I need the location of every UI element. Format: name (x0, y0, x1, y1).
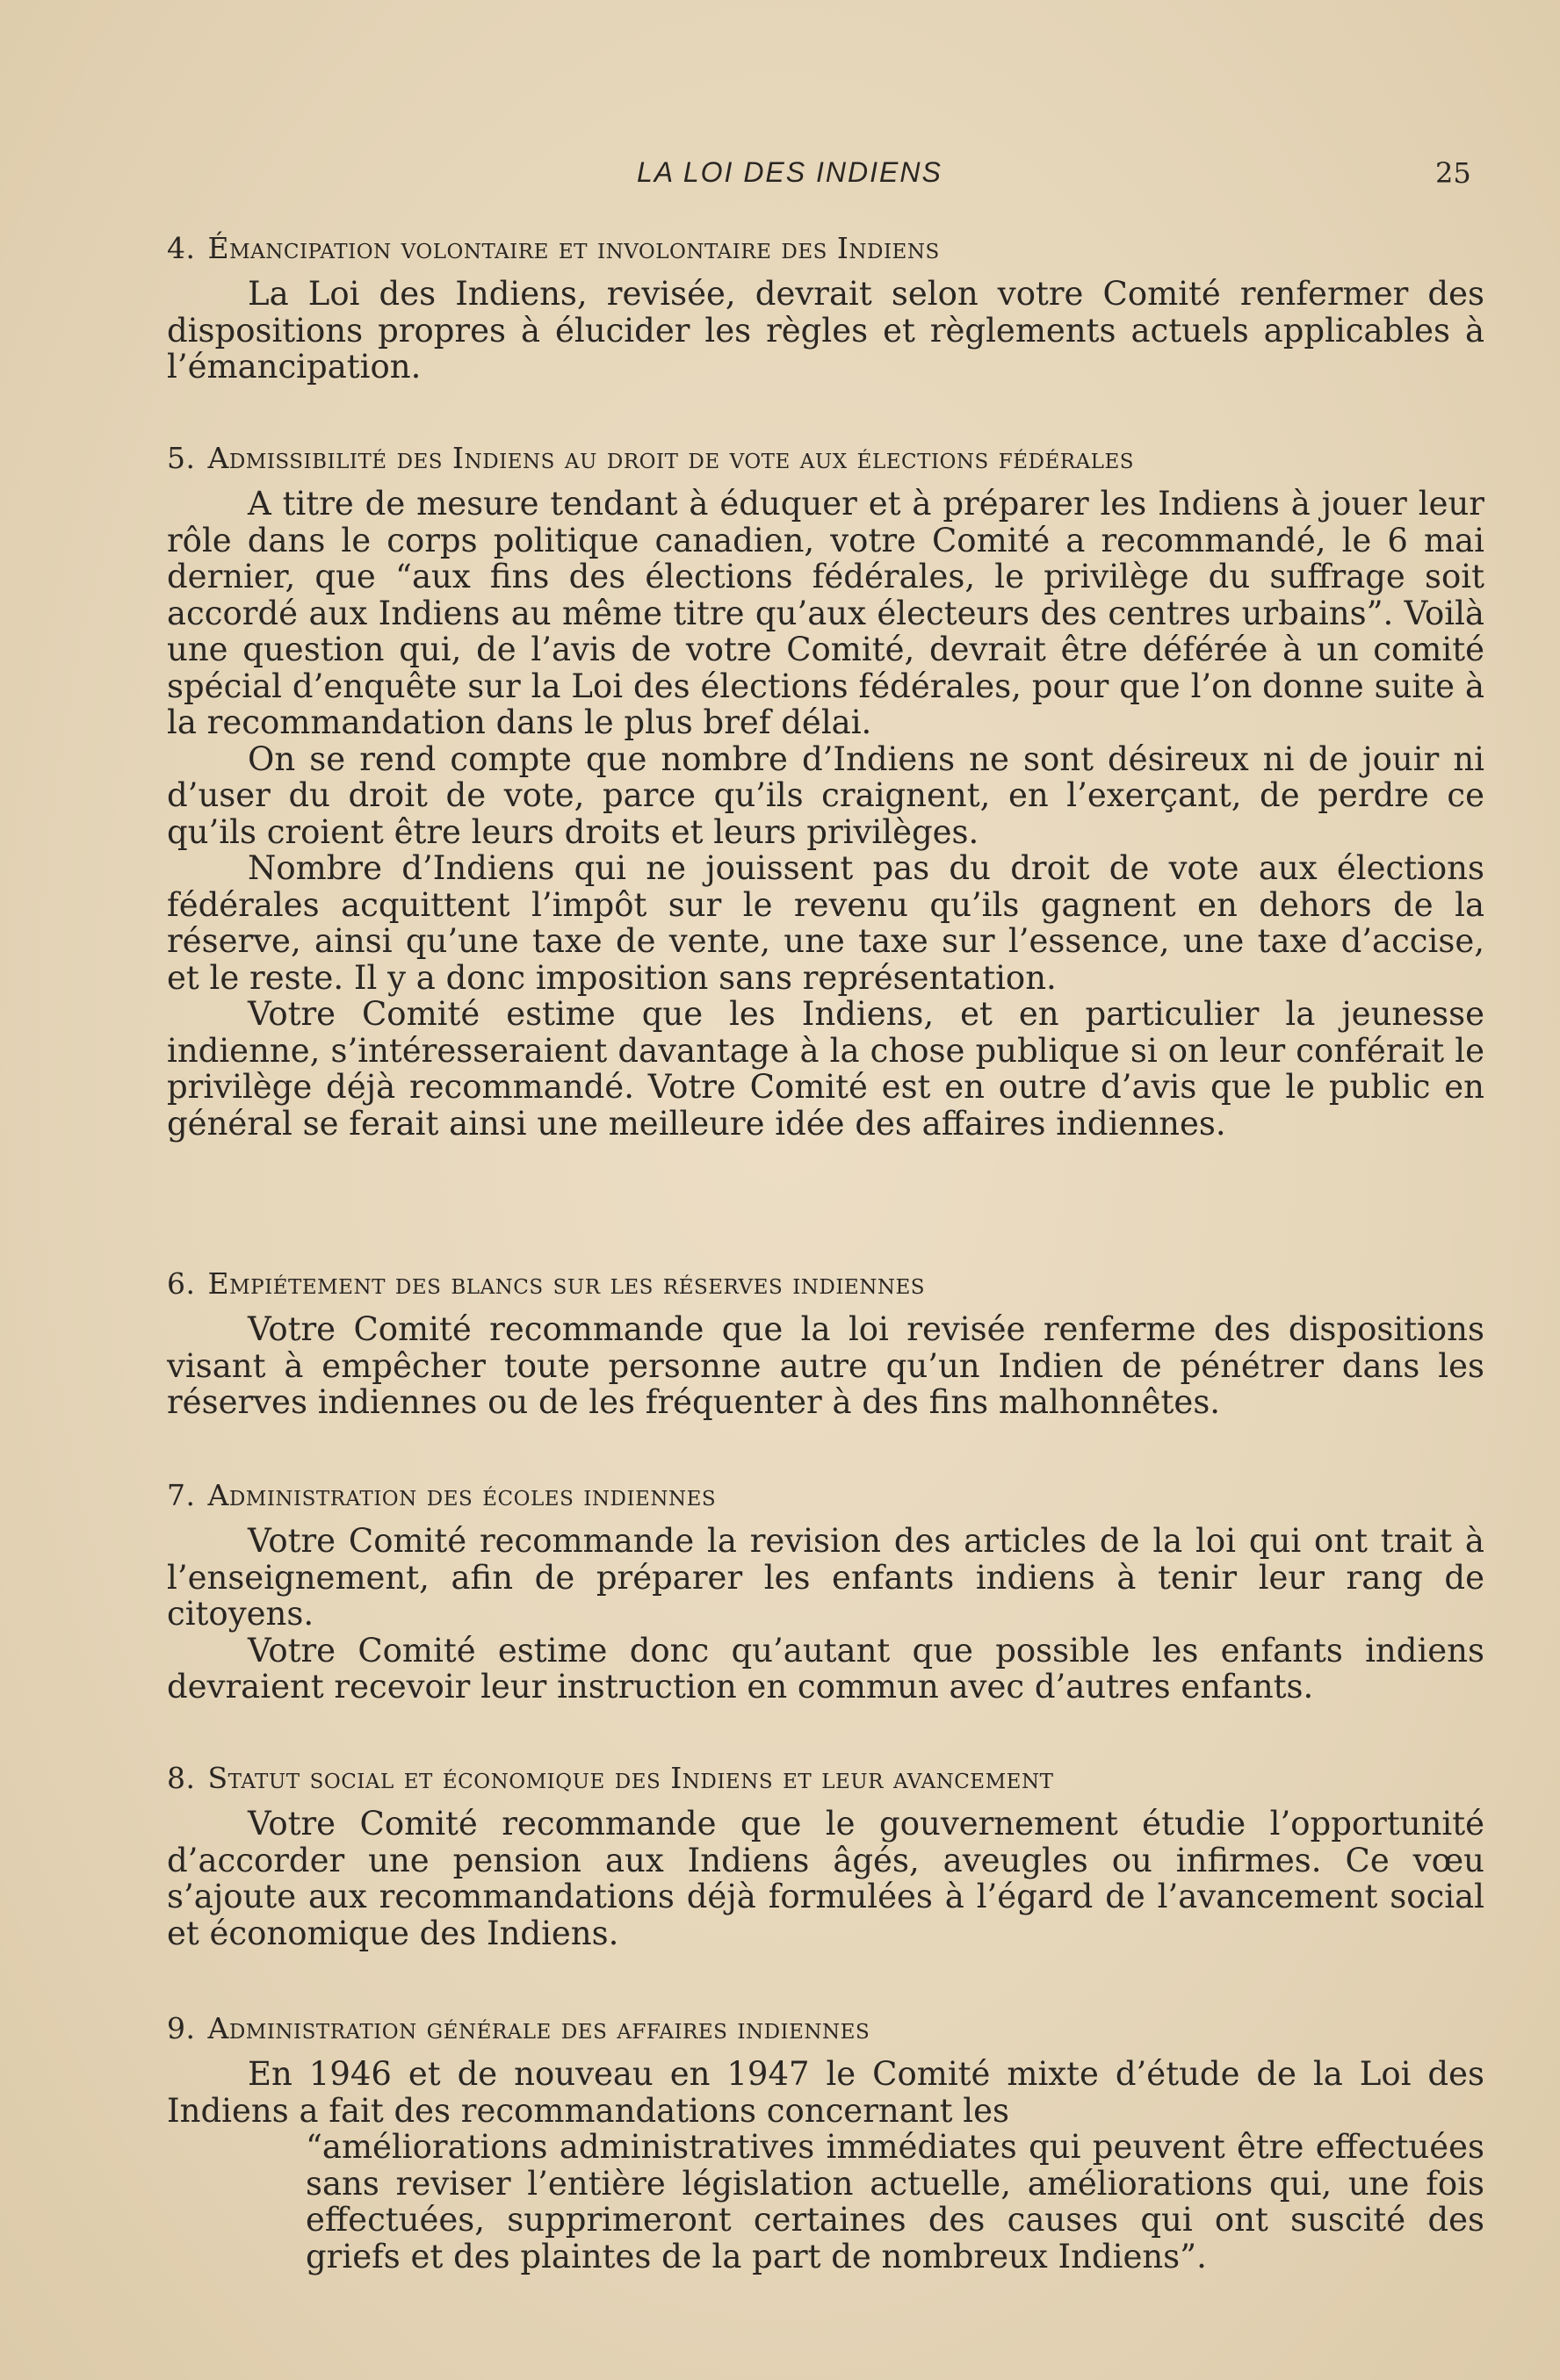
paragraph: En 1946 et de nouveau en 1947 le Comité mixte d’étude de la Loi des Indiens a fait des recommandations concernant les (167, 2055, 1484, 2130)
paragraph: Votre Comité recommande la revision des articles de la loi qui ont trait à l’enseignement, afin de préparer les enfants indiens à tenir leur rang de citoyens. (167, 1522, 1484, 1633)
section-heading (167, 231, 1484, 265)
paragraph: Votre Comité recommande que la loi revisée renferme des dispositions visant à empêcher toute personne autre qu’un Indien de pénétrer dans les réserves indiennes ou de les fréquenter à des fins malhonnêtes. (167, 1310, 1484, 1421)
section-title: Administration des écoles indiennes (207, 1478, 717, 1512)
section-number: 9. (167, 2011, 196, 2045)
section-7 (167, 1478, 1484, 1706)
section-5 (167, 441, 1484, 1142)
section-heading (167, 1266, 1484, 1301)
paragraph: On se rend compte que nombre d’Indiens ne sont désireux ni de jouir ni d’user du droit de vote, parce qu’ils craignent, en l’exerçant, de perdre ce qu’ils croient être leurs droits et leurs privilèges. (167, 739, 1484, 851)
section-8 (167, 1761, 1484, 1951)
section-heading (167, 1478, 1484, 1512)
section-heading (167, 2011, 1484, 2045)
paragraph: A titre de mesure tendant à éduquer et à préparer les Indiens à jouer leur rôle dans le corps politique canadien, votre Comité a recommandé, le 6 mai dernier, que “aux fins des élections fédérales, le privilège du suffrage soit accordé aux Indiens au même titre qu’aux électeurs des centres urbains”. Voilà une question qui, de l’avis de votre Comité, devrait être déférée à un comité spécial d’enquête sur la Loi des élections fédérales, pour que l’on donne suite à la recommandation dans le plus bref délai. (167, 485, 1484, 741)
paragraph: La Loi des Indiens, revisée, devrait selon votre Comité renfermer des dispositions propres à élucider les règles et règlements actuels applicables à l’émancipation. (167, 275, 1484, 386)
section-title: Admissibilité des Indiens au droit de vote aux élections fédérales (207, 441, 1134, 475)
section-title: Administration générale des affaires indiennes (207, 2011, 870, 2045)
paragraph: Votre Comité estime que les Indiens, et en particulier la jeunesse indienne, s’intéresseraient davantage à la chose publique si on leur conférait le privilège déjà recommandé. Votre Comité est en outre d’avis que le public en général se ferait ainsi une meilleure idée des affaires indiennes. (167, 995, 1484, 1143)
section-number: 7. (167, 1478, 196, 1512)
paragraph: Votre Comité recommande que le gouvernement étudie l’opportunité d’accorder une pension aux Indiens âgés, aveugles ou infirmes. Ce vœu s’ajoute aux recommandations déjà formulées à l’égard de l’avancement social et économique des Indiens. (167, 1805, 1484, 1952)
section-9 (167, 2011, 1484, 2275)
section-number: 5. (167, 441, 196, 475)
section-number: 8. (167, 1761, 196, 1795)
section-title: Statut social et économique des Indiens et leur avancement (207, 1761, 1054, 1795)
section-heading (167, 1761, 1484, 1795)
paragraph: Votre Comité estime donc qu’autant que possible les enfants indiens devraient recevoir leur instruction en commun avec d’autres enfants. (167, 1631, 1484, 1706)
section-6 (167, 1266, 1484, 1421)
section-number: 4. (167, 231, 196, 265)
section-title: Émancipation volontaire et involontaire des Indiens (207, 231, 940, 265)
section-number: 6. (167, 1266, 196, 1301)
running-head-title: LA LOI DES INDIENS (637, 156, 942, 188)
running-head (0, 156, 1560, 195)
page-number: 25 (1435, 156, 1471, 190)
section-title: Empiétement des blancs sur les réserves indiennes (207, 1266, 926, 1301)
block-quote: “améliorations administratives immédiates qui peuvent être effectuées sans reviser l’entière législation actuelle, améliorations qui, une fois effectuées, supprimeront certaines des causes qui ont suscité des griefs et des plaintes de la part de nombreux Indiens”. (306, 2128, 1484, 2275)
paragraph: Nombre d’Indiens qui ne jouissent pas du droit de vote aux élections fédérales acquittent l’impôt sur le revenu qu’ils gagnent en dehors de la réserve, ainsi qu’une taxe de vente, une taxe sur l’essence, une taxe d’accise, et le reste. Il y a donc imposition sans représentation. (167, 849, 1484, 997)
section-4 (167, 231, 1484, 386)
section-heading (167, 441, 1484, 475)
